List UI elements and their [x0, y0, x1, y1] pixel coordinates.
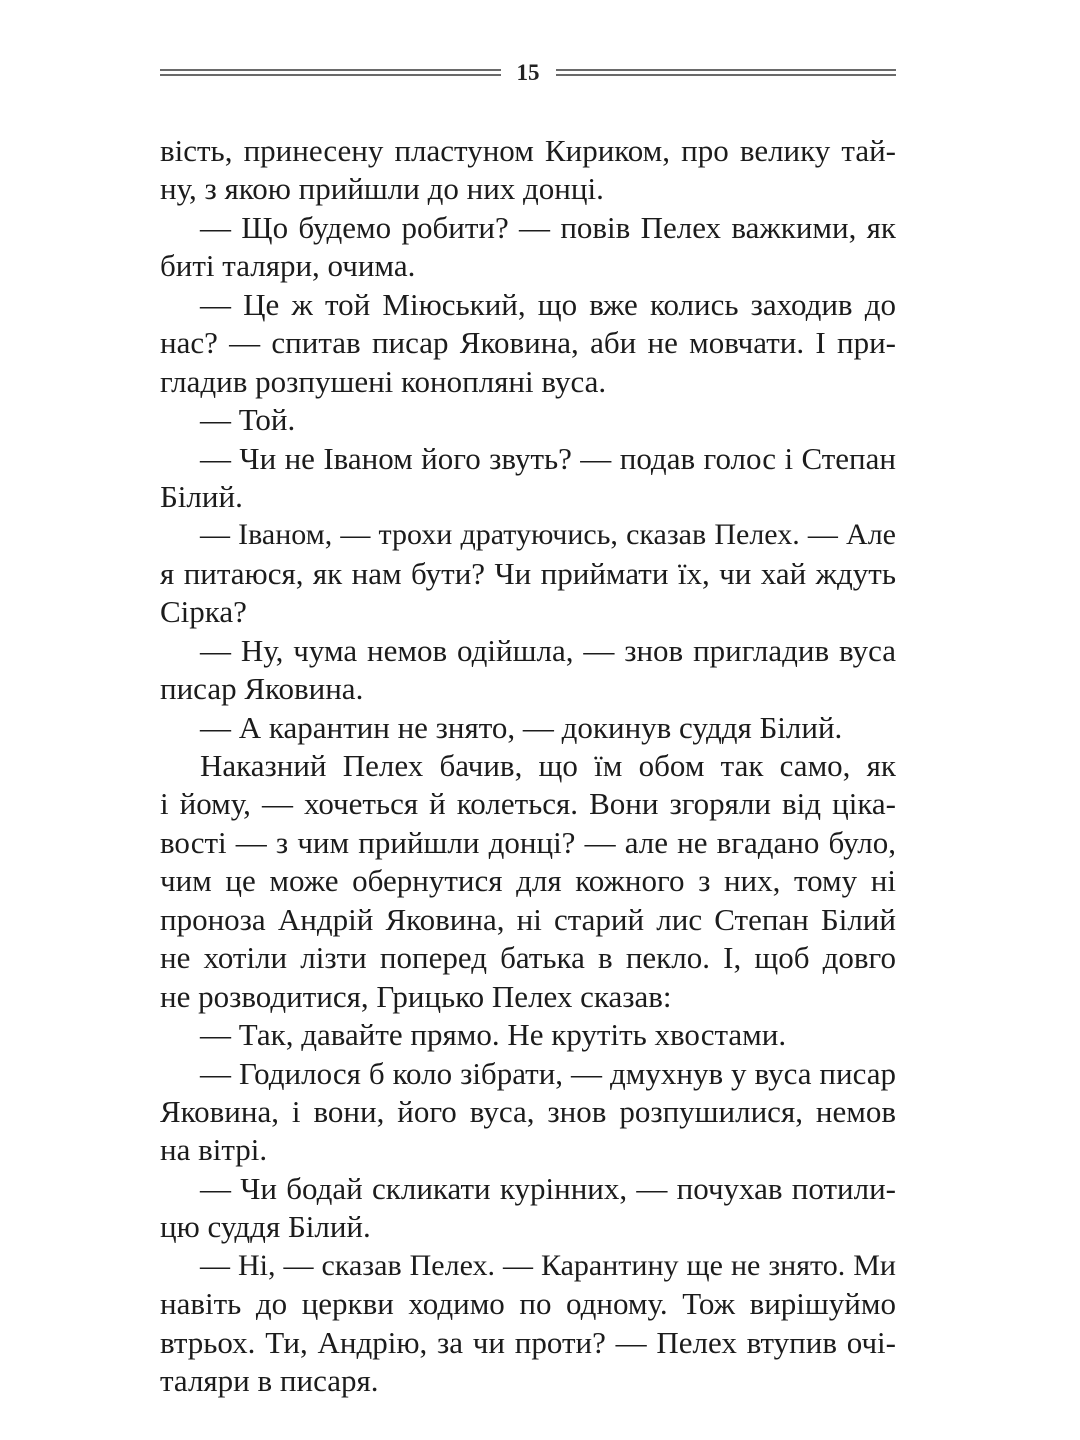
body-text [160, 132, 896, 1400]
text-line: — Це ж той Міюський, що вже колись заходив до [200, 286, 896, 322]
text-line: — Ну, чума немов одійшла, — знов пригладив вуса [200, 632, 896, 668]
text-line: Сірка? [160, 594, 247, 630]
text-line: втрьох. Ти, Андрію, за чи проти? — Пелех втупив очі- [160, 1324, 896, 1360]
text-line: — Іваном, — трохи дратуючись, сказав Пелех. — Але [200, 518, 896, 552]
text-line: — Що будемо робити? — повів Пелех важкими, як [200, 209, 896, 245]
text-line: биті таляри, очима. [160, 248, 416, 284]
text-line: на вітрі. [160, 1132, 268, 1168]
text-line: таляри в писаря. [160, 1363, 379, 1398]
text-line: — Чи не Іваном його звуть? — подав голос і Степан [200, 440, 896, 476]
header-rule-left [160, 69, 501, 76]
text-line: — Так, давайте прямо. Не крутіть хвостами. [200, 1017, 787, 1053]
running-head [160, 54, 896, 90]
text-line: я питаюся, як нам бути? Чи приймати їх, чи хай ждуть [160, 555, 896, 591]
page-number: 15 [516, 59, 540, 85]
text-line: — А карантин не знято, — докинув суддя Білий. [200, 709, 843, 745]
text-line: — Той. [200, 402, 296, 438]
header-rule-right [556, 69, 897, 76]
text-line: — Чи бодай скликати курінних, — почухав потили- [200, 1170, 896, 1206]
text-line: навіть до церкви ходимо по одному. Тож вирішуймо [160, 1286, 896, 1322]
text-line: — Ні, — сказав Пелех. — Карантину ще не знято. Ми [200, 1248, 896, 1282]
text-line: ну, з якою прийшли до них донці. [160, 171, 604, 207]
text-line: нас? — спитав писар Яковина, аби не мовчати. І при- [160, 325, 896, 361]
text-line: і йому, — хочеться й колеться. Вони згоряли від ціка- [160, 786, 896, 822]
text-line: чим це може обернутися для кожного з них, тому ні [160, 863, 896, 899]
text-line: не розводитися, Грицько Пелех сказав: [160, 978, 672, 1014]
text-line: цю суддя Білий. [160, 1209, 371, 1245]
text-line: писар Яковина. [160, 671, 364, 707]
text-line: Білий. [160, 478, 243, 514]
text-line: Наказний Пелех бачив, що їм обом так само, як [200, 748, 896, 783]
text-line: гладив розпушені конопляні вуса. [160, 363, 607, 399]
text-line: вість, принесену пластуном Кириком, про велику тай- [160, 133, 896, 168]
text-line: — Годилося б коло зібрати, — дмухнув у вуса писар [200, 1055, 896, 1091]
text-line: не хотіли лізти поперед батька в пекло. І, щоб довго [160, 940, 896, 976]
text-line: вості — з чим прийшли донці? — але не вгадано було, [160, 824, 896, 860]
text-line: Яковина, і вони, його вуса, знов розпушилися, немов [160, 1093, 896, 1129]
text-line: проноза Андрій Яковина, ні старий лис Степан Білий [160, 901, 896, 937]
